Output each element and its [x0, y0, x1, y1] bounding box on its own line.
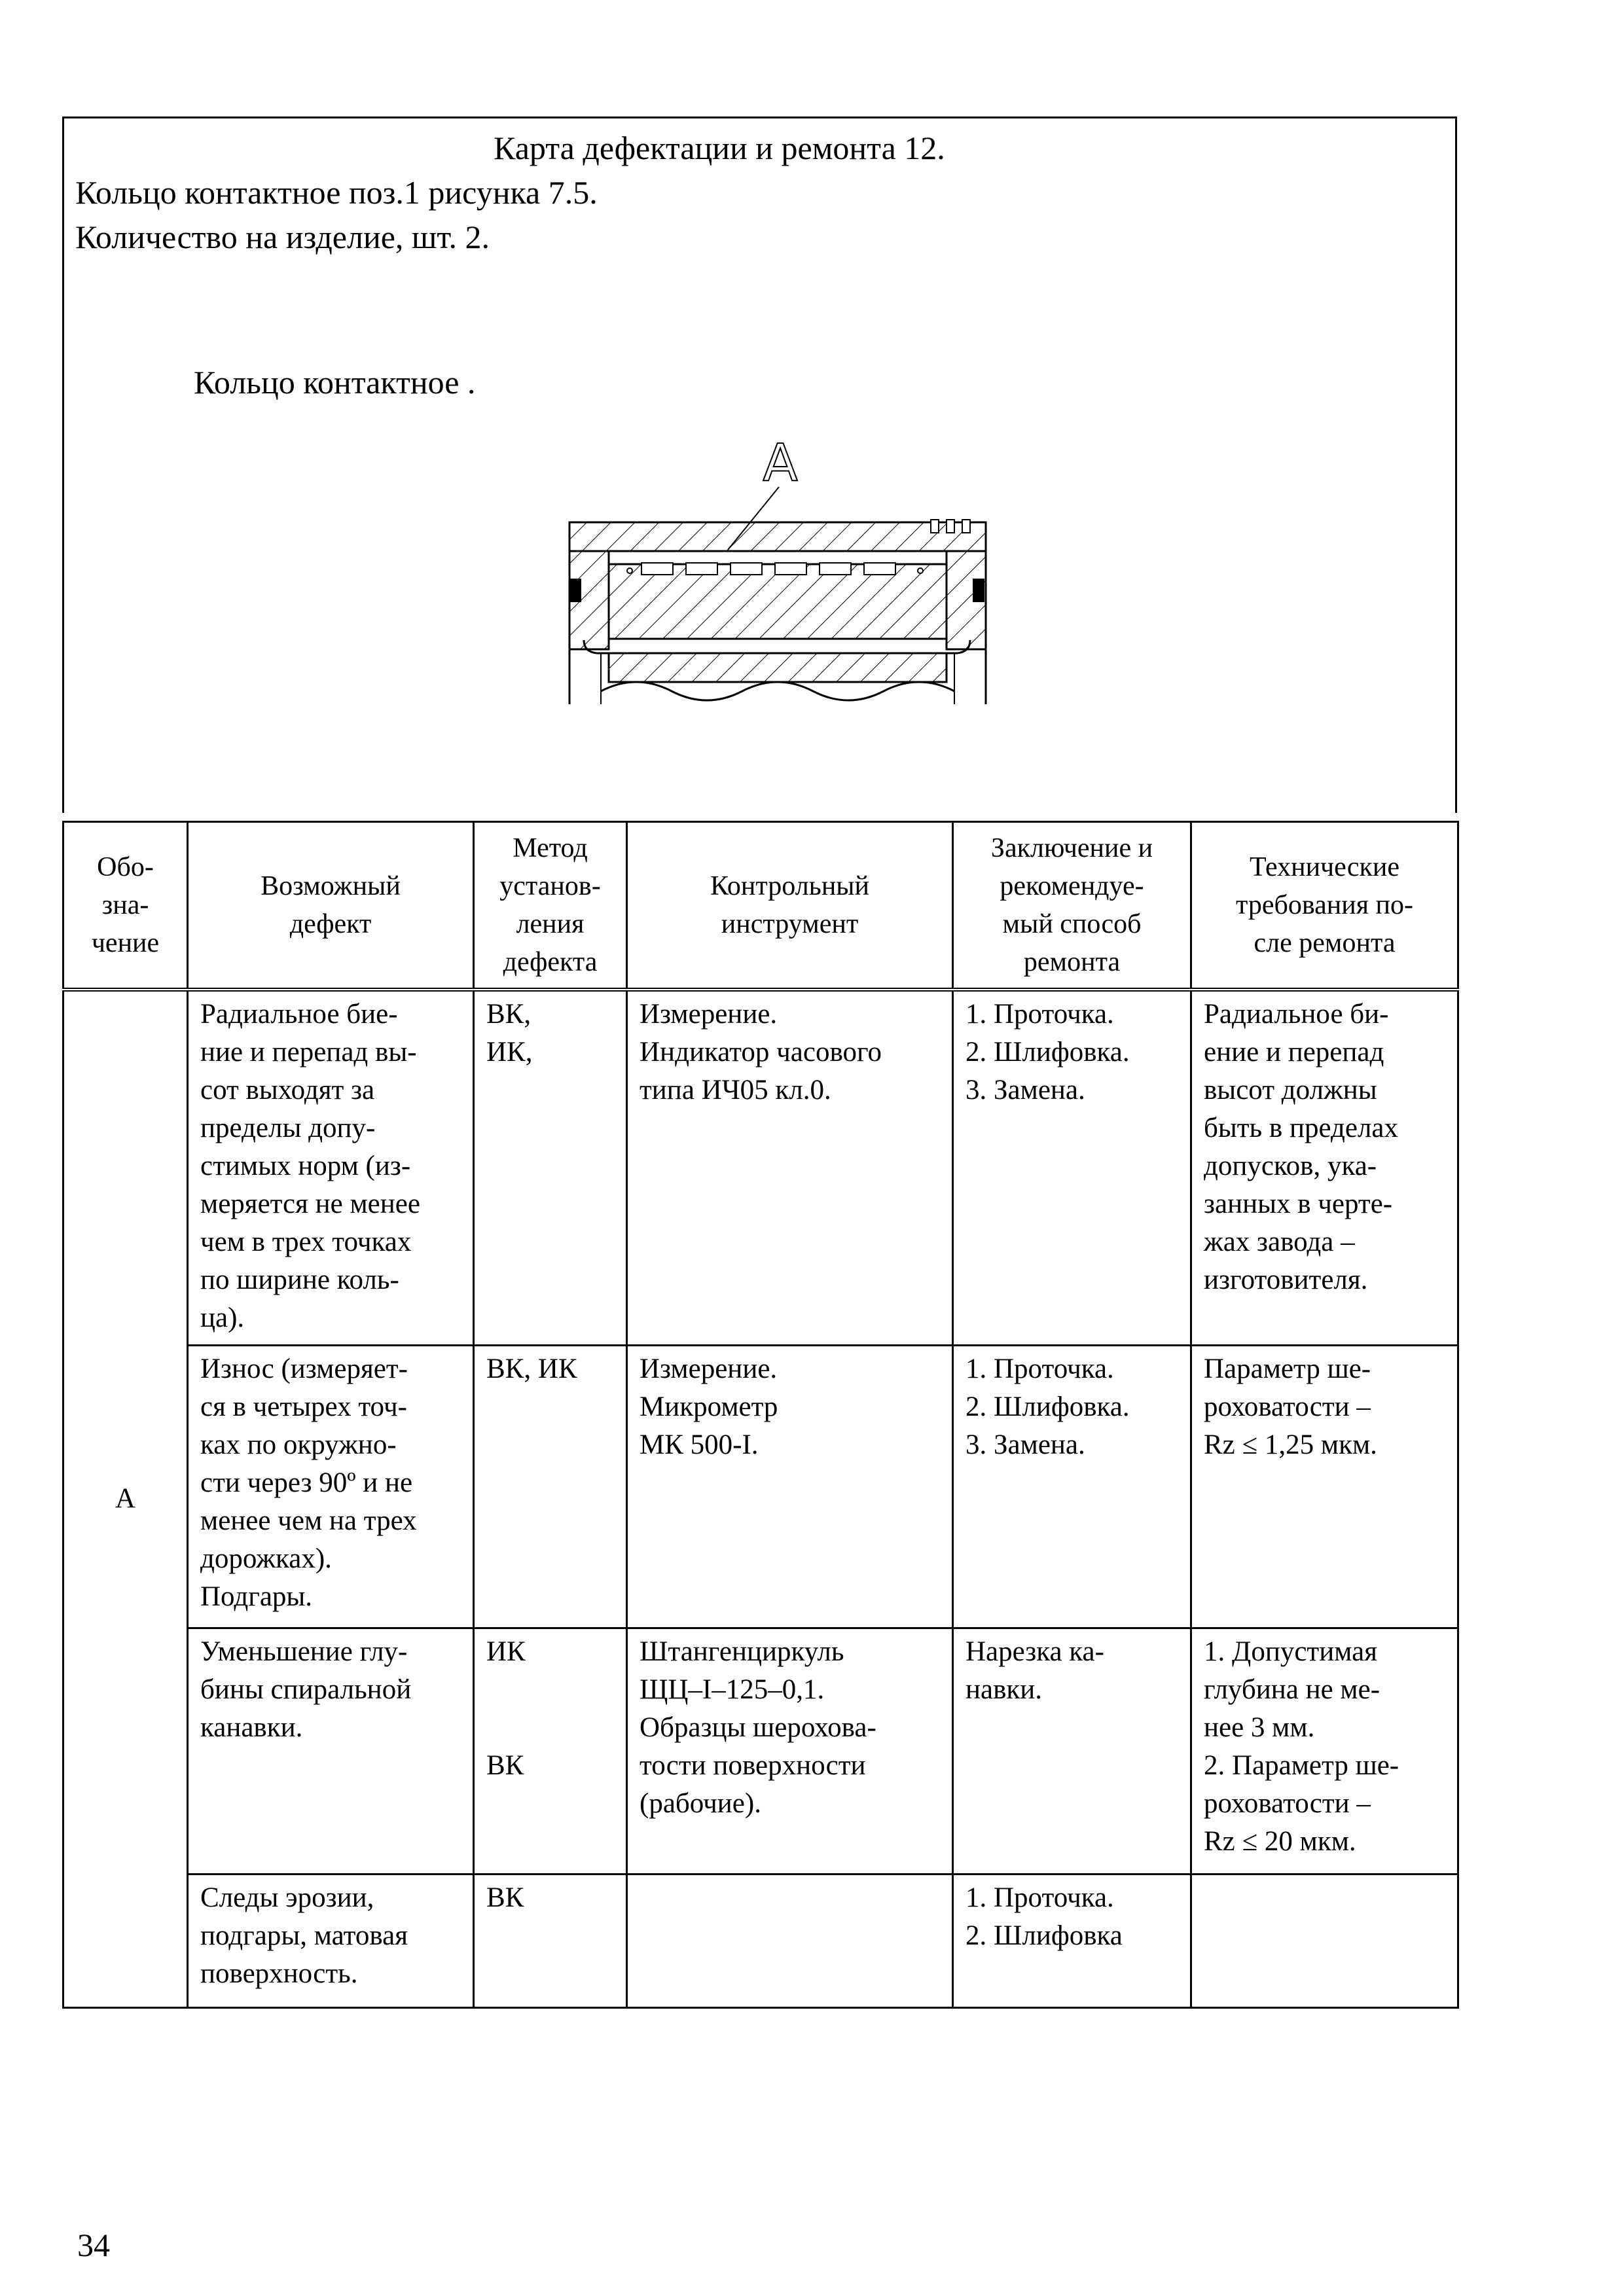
instrument-cell — [627, 1628, 953, 1874]
instrument-cell — [627, 990, 953, 1346]
defect-cell — [188, 1628, 474, 1874]
method-cell — [474, 1874, 627, 2008]
method-text: ВК — [486, 1882, 524, 1913]
table-row — [63, 990, 1458, 1346]
requirements-text: Параметр ше- роховатости – Rz ≤ 1,25 мкм. — [1204, 1354, 1377, 1460]
repair-cell — [953, 1628, 1191, 1874]
defect-cell — [188, 1346, 474, 1628]
defect-cell — [188, 1874, 474, 2008]
method-cell — [474, 1346, 627, 1628]
defect-cell — [188, 990, 474, 1346]
requirements-cell — [1191, 1628, 1458, 1874]
defect-text: Следы эрозии, подгары, матовая поверхность. — [200, 1882, 408, 1989]
header-repair — [953, 822, 1191, 990]
page-number: 34 — [77, 2227, 110, 2263]
repair-cell — [953, 990, 1191, 1346]
requirements-cell — [1191, 1874, 1458, 2008]
header-designation — [63, 822, 188, 990]
requirements-text: Радиальное би- ение и перепад высот должны быть в пределах допусков, ука- занных в черте- жах завода – изготовителя. — [1204, 998, 1399, 1295]
part-name-line: Кольцо контактное поз.1 рисунка 7.5. — [75, 174, 598, 211]
method-text: ИК ВК — [486, 1636, 526, 1781]
header-defect — [188, 822, 474, 990]
drawing-title: Кольцо контактное . — [194, 364, 476, 401]
callout-label: A — [763, 434, 798, 493]
method-cell — [474, 1628, 627, 1874]
method-text: ВК, ИК, — [486, 998, 533, 1067]
repair-text: Нарезка ка- навки. — [965, 1636, 1104, 1705]
table-row — [63, 1874, 1458, 2008]
table-header-row — [63, 822, 1458, 990]
requirements-cell — [1191, 1346, 1458, 1628]
defect-text: Уменьшение глу- бины спиральной канавки. — [200, 1636, 412, 1743]
repair-text: 1. Проточка. 2. Шлифовка. 3. Замена. — [965, 998, 1130, 1105]
repair-cell — [953, 1346, 1191, 1628]
instrument-cell — [627, 1874, 953, 2008]
header-repair-text: Заключение и рекомендуе- мый способ ремонта — [990, 833, 1153, 977]
defect-table — [62, 821, 1459, 2009]
card-title: Карта дефектации и ремонта 12. — [494, 130, 945, 166]
instrument-text: Штангенциркуль ЩЦ–I–125–0,1. Образцы шерохова- тости поверхности (рабочие). — [640, 1636, 876, 1819]
repair-cell — [953, 1874, 1191, 2008]
table-row — [63, 1628, 1458, 1874]
requirements-cell — [1191, 990, 1458, 1346]
instrument-text: Измерение. Микрометр МК 500-I. — [640, 1354, 778, 1460]
ring-cross-section-drawing — [564, 424, 998, 704]
header-method-text: Метод установ- ления дефекта — [499, 833, 601, 977]
requirements-text: 1. Допустимая глубина не ме- нее 3 мм. 2. Параметр ше- роховатости – Rz ≤ 20 мкм. — [1204, 1636, 1399, 1857]
header-defect-text: Возможный дефект — [261, 870, 401, 939]
table-row — [63, 1346, 1458, 1628]
method-cell — [474, 990, 627, 1346]
header-requirements-text: Технические требования по- сле ремонта — [1235, 852, 1414, 958]
repair-text: 1. Проточка. 2. Шлифовка. 3. Замена. — [965, 1354, 1130, 1460]
header-requirements — [1191, 822, 1458, 990]
quantity-line: Количество на изделие, шт. 2. — [75, 219, 490, 255]
designation-cell: А — [63, 990, 188, 2008]
defect-text: Радиальное бие- ние и перепад вы- сот выходят за пределы допу- стимых норм (из- меряется не менее чем в трех точках по ширине коль- ца). — [200, 998, 420, 1333]
defect-text: Износ (измеряет- ся в четырех точ- ках по окружно- сти через 90º и не менее чем на трех дорожках). Подгары. — [200, 1354, 417, 1612]
method-text: ВК, ИК — [486, 1354, 577, 1384]
repair-text: 1. Проточка. 2. Шлифовка — [965, 1882, 1123, 1951]
header-designation-text: Обо- зна- чение — [91, 852, 160, 958]
instrument-cell — [627, 1346, 953, 1628]
header-method — [474, 822, 627, 990]
instrument-text: Измерение. Индикатор часового типа ИЧ05 кл.0. — [640, 998, 882, 1105]
header-instrument — [627, 822, 953, 990]
header-instrument-text: Контрольный инструмент — [710, 870, 869, 939]
